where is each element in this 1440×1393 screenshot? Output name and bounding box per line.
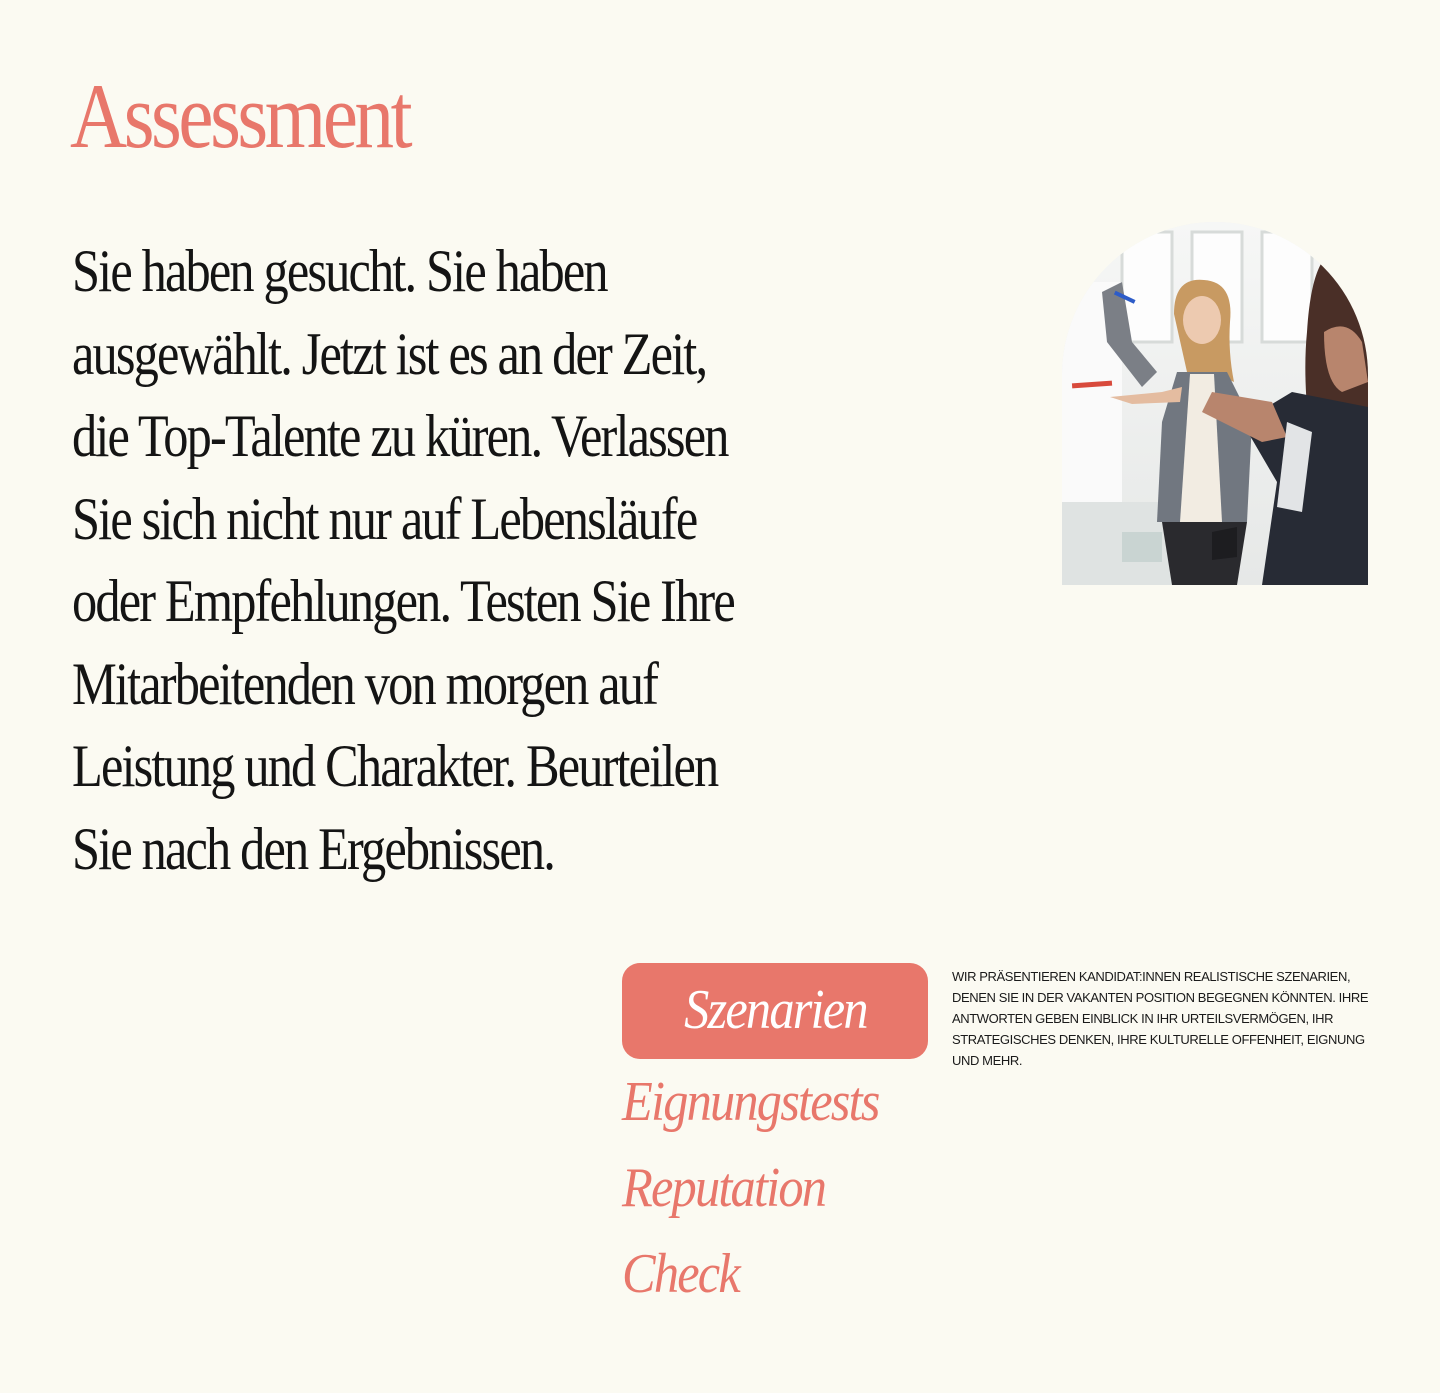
intro-line: oder Empfehlungen. Testen Sie Ihre: [72, 568, 734, 634]
intro-line: Leistung und Charakter. Beurteilen: [72, 733, 718, 799]
tab-szenarien[interactable]: [622, 963, 928, 1059]
tab-label: Reputation: [622, 1157, 826, 1219]
tab-eignungstests[interactable]: [622, 1059, 942, 1145]
tab-label: Check: [622, 1243, 739, 1305]
intro-line: Mitarbeitenden von morgen auf: [72, 650, 658, 717]
intro-line: die Top-Talente zu küren. Verlassen: [72, 403, 728, 469]
tab-reputation[interactable]: [622, 1145, 942, 1231]
intro-line: Sie haben gesucht. Sie haben: [72, 238, 607, 304]
page-title: Assessment: [70, 65, 410, 167]
team-whiteboard-photo: [1062, 222, 1368, 585]
intro-line: Sie sich nicht nur auf Lebensläufe: [72, 485, 697, 552]
tab-description: WIR PRÄSENTIEREN KANDIDAT:INNEN REALISTISCHE SZENARIEN, DENEN SIE IN DER VAKANTEN POSITION BEGEGNEN KÖNNTEN. IHRE ANTWORTEN GEBEN EINBLICK IN IHR URTEILSVERMÖGEN, IHR STRATEGISCHES DENKEN, IHRE KULTURELLE OFFENHEIT, EIGNUNG UND MEHR.: [952, 969, 1369, 1068]
intro-line: ausgewählt. Jetzt ist es an der Zeit,: [72, 320, 707, 387]
assessment-tabs: [622, 963, 942, 1317]
tab-label: Szenarien: [683, 979, 867, 1041]
intro-line: Sie nach den Ergebnissen.: [72, 815, 554, 882]
tab-check[interactable]: [622, 1231, 942, 1317]
tab-label: Eignungstests: [622, 1071, 879, 1133]
intro-text: [72, 230, 794, 890]
